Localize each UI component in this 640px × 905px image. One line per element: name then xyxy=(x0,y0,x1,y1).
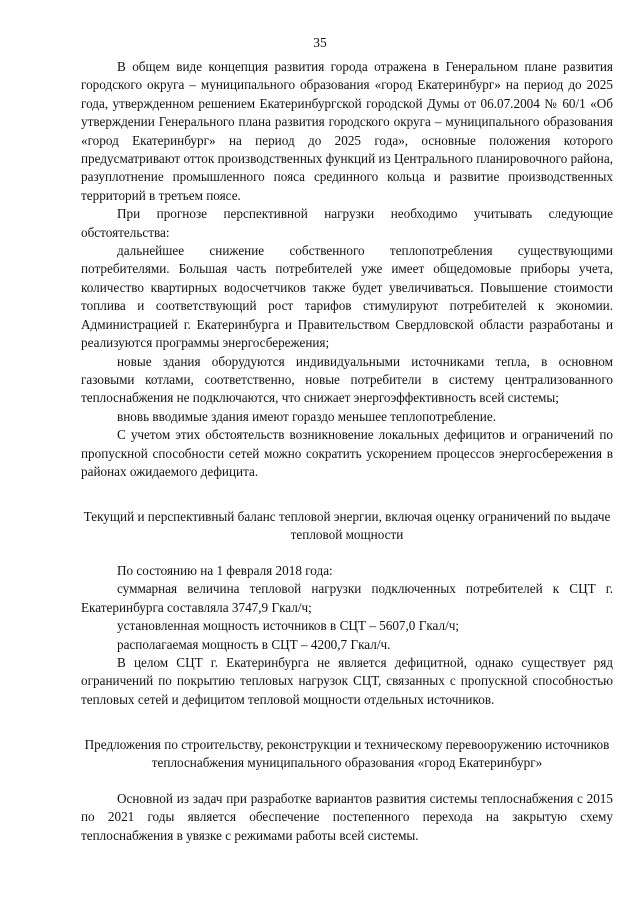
paragraph: В общем виде концепция развития города отражена в Генеральном плане развития городского округа – муниципального образования «город Екатеринбург» на период до 2025 года, утвержденном решением Екатеринбургской городской Думы от 06.07.2004 № 60/1 «Об утверждении Генерального плана развития городского округа – муниципального образования «город Екатеринбург» на период до 2025 года», основные положения которого предусматривают отток производственных функций из Центрального планировочного района, разуплотнение промышленного пояса срединного кольца и развитие производственных территорий в третьем поясе. xyxy=(81,59,613,203)
list-item: суммарная величина тепловой нагрузки подключенных потребителей к СЦТ г. Екатеринбурга составляла 3747,9 Гкал/ч; xyxy=(81,581,613,615)
paragraph: При прогнозе перспективной нагрузки необходимо учитывать следующие обстоятельства: xyxy=(81,206,613,240)
section-heading: Предложения по строительству, реконструкции и техническому перевооружению источников теплоснабжения муниципального образования «город Екатеринбург» xyxy=(84,737,610,771)
section-balance xyxy=(81,562,613,709)
section-heading-balance xyxy=(81,508,613,545)
section-heading: Текущий и перспективный баланс тепловой энергии, включая оценку ограничений по выдаче тепловой мощности xyxy=(83,509,611,543)
list-item: установленная мощность источников в СЦТ – 5607,0 Гкал/ч; xyxy=(117,618,460,634)
paragraph: Основной из задач при разработке вариантов развития системы теплоснабжения с 2015 по 2021 годы является обеспечение постепенного перехода на закрытую схему теплоснабжения в увязке с режимами работы всей системы. xyxy=(81,791,613,843)
section-heading-proposals xyxy=(81,736,613,773)
list-item: располагаемая мощность в СЦТ – 4200,7 Гкал/ч. xyxy=(117,636,391,652)
paragraph: В целом СЦТ г. Екатеринбурга не является дефицитной, однако существует ряд ограничений по покрытию тепловых нагрузок СЦТ, связанных с пропускной способностью тепловых сетей и дефицитом тепловой мощности отдельных источников. xyxy=(81,655,613,707)
paragraph: По состоянию на 1 февраля 2018 года: xyxy=(117,563,333,578)
list-item: вновь вводимые здания имеют гораздо меньшее теплопотребление. xyxy=(117,408,497,424)
paragraph: С учетом этих обстоятельств возникновение локальных дефицитов и ограничений по пропускной способности сетей можно сократить ускорением процессов энергосбережения в районах ожидаемого дефицита. xyxy=(81,427,613,479)
list-item: новые здания оборудуются индивидуальными источниками тепла, в основном газовыми котлами, соответственно, новые потребители в систему централизованного теплоснабжения не подключаются, что снижает энергоэффективность всей системы; xyxy=(81,353,613,406)
section-general-plan xyxy=(81,58,613,481)
list-item: дальнейшее снижение собственного теплопотребления существующими потребителями. Большая часть потребителей уже имеет общедомовые приборы учета, количество квартирных водосчетчиков также будет увеличиваться. Повышение стоимости топлива и соответствующий рост тарифов стимулируют потребителей к экономии. Администрацией г. Екатеринбурга и Правительством Свердловской области разработаны и реализуются программы энергосбережения; xyxy=(81,243,613,351)
page-number: 35 xyxy=(313,35,327,50)
section-proposals xyxy=(81,790,613,845)
